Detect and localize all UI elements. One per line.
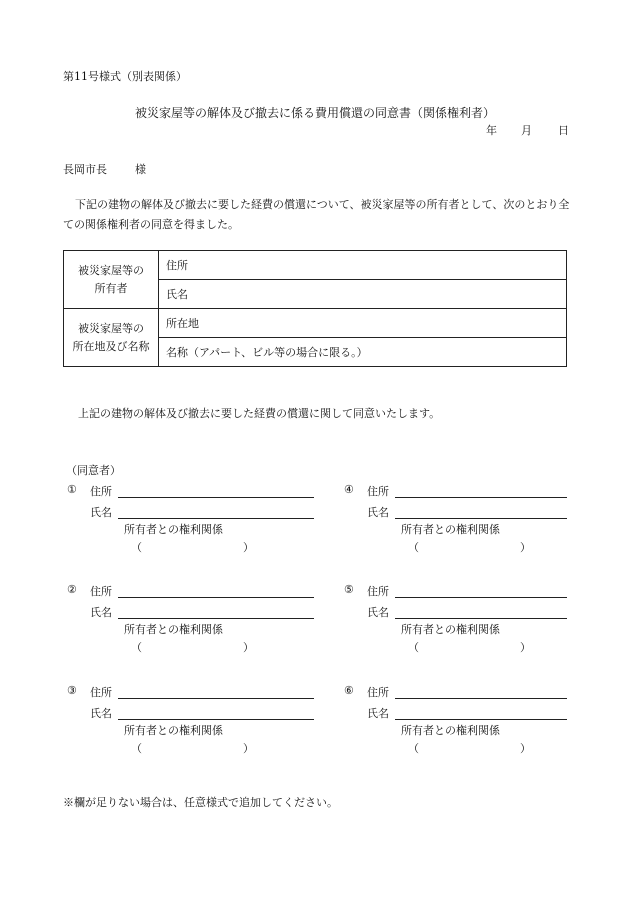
consenter-address-line[interactable] bbox=[118, 698, 314, 699]
consenter-name-line[interactable] bbox=[118, 618, 314, 619]
consenter-name-line[interactable] bbox=[118, 719, 314, 720]
consenter-name-line[interactable] bbox=[395, 518, 567, 519]
consenter-relation-open: （ bbox=[131, 541, 142, 554]
consenter-relation-open: （ bbox=[408, 541, 419, 554]
property-location-field[interactable] bbox=[159, 309, 567, 338]
consenter-name-label: 氏名 bbox=[367, 606, 389, 619]
consenter-address-line[interactable] bbox=[395, 497, 567, 498]
consenter-relation-label: 所有者との権利関係 bbox=[124, 724, 223, 737]
date-year: 年 bbox=[486, 124, 497, 137]
consenter-relation-close: ） bbox=[520, 641, 531, 654]
date-month: 月 bbox=[521, 124, 532, 137]
consenter-slot-2 bbox=[67, 583, 297, 663]
consenter-slot-1 bbox=[67, 483, 297, 563]
owner-header-line2: 所有者 bbox=[94, 281, 128, 295]
property-info-table bbox=[63, 250, 567, 367]
consenter-number: ② bbox=[67, 583, 77, 596]
consenter-address-line[interactable] bbox=[395, 597, 567, 598]
document-title: 被災家屋等の解体及び撤去に係る費用償還の同意書（関係権利者） bbox=[134, 106, 495, 120]
consenter-name-line[interactable] bbox=[395, 618, 567, 619]
owner-name-field[interactable] bbox=[159, 280, 567, 309]
consenter-relation-open: （ bbox=[131, 641, 142, 654]
consenter-name-label: 氏名 bbox=[90, 707, 112, 720]
consenter-relation-close: ） bbox=[520, 742, 531, 755]
consenter-address-label: 住所 bbox=[90, 485, 112, 498]
consenter-slot-6 bbox=[344, 684, 574, 764]
consenter-relation-open: （ bbox=[131, 742, 142, 755]
consenter-relation-label: 所有者との権利関係 bbox=[401, 523, 500, 536]
property-header-cell bbox=[64, 309, 159, 367]
consenter-name-label: 氏名 bbox=[90, 506, 112, 519]
consenter-number: ⑤ bbox=[344, 583, 354, 596]
owner-address-field[interactable] bbox=[159, 251, 567, 280]
consenter-relation-close: ） bbox=[520, 541, 531, 554]
property-header-line1: 被災家屋等の bbox=[78, 321, 144, 335]
building-name-field[interactable] bbox=[159, 338, 567, 367]
owner-header-cell bbox=[64, 251, 159, 309]
form-number: 第11号様式（別表関係） bbox=[63, 70, 187, 83]
consenter-address-label: 住所 bbox=[367, 686, 389, 699]
consenter-slot-4 bbox=[344, 483, 574, 563]
consenter-number: ① bbox=[67, 483, 77, 496]
consenter-relation-label: 所有者との権利関係 bbox=[401, 724, 500, 737]
consenter-number: ⑥ bbox=[344, 684, 354, 697]
table-row bbox=[64, 251, 567, 280]
consenter-address-label: 住所 bbox=[367, 585, 389, 598]
consenter-name-label: 氏名 bbox=[90, 606, 112, 619]
consenter-relation-label: 所有者との権利関係 bbox=[124, 523, 223, 536]
consenters-label: （同意者） bbox=[66, 464, 121, 477]
consenter-relation-close: ） bbox=[243, 541, 254, 554]
table-row bbox=[64, 309, 567, 338]
consenter-relation-close: ） bbox=[243, 742, 254, 755]
intro-paragraph: 下記の建物の解体及び撤去に要した経費の償還について、被災家屋等の所有者として、次のとおり全ての関係権利者の同意を得ました。 bbox=[63, 198, 570, 231]
consent-statement: 上記の建物の解体及び撤去に要した経費の償還に関して同意いたします。 bbox=[78, 407, 441, 420]
date-day: 日 bbox=[558, 124, 569, 137]
consenter-address-line[interactable] bbox=[118, 597, 314, 598]
consenter-relation-label: 所有者との権利関係 bbox=[401, 623, 500, 636]
date-line bbox=[486, 122, 576, 136]
consenter-name-line[interactable] bbox=[395, 719, 567, 720]
property-location-label: 所在地 bbox=[166, 317, 199, 330]
consenter-name-line[interactable] bbox=[118, 518, 314, 519]
property-header-line2: 所在地及び名称 bbox=[72, 339, 150, 353]
consenter-number: ④ bbox=[344, 483, 354, 496]
footnote: ※欄が足りない場合は、任意様式で追加してください。 bbox=[63, 796, 338, 809]
consenter-address-label: 住所 bbox=[90, 585, 112, 598]
consenter-address-label: 住所 bbox=[90, 686, 112, 699]
consenter-name-label: 氏名 bbox=[367, 707, 389, 720]
consenter-relation-open: （ bbox=[408, 742, 419, 755]
building-name-label: 名称（アパート、ビル等の場合に限る。） bbox=[166, 346, 368, 359]
consenter-address-line[interactable] bbox=[395, 698, 567, 699]
consenter-slot-3 bbox=[67, 684, 297, 764]
owner-header-line1: 被災家屋等の bbox=[78, 263, 144, 277]
consenter-address-line[interactable] bbox=[118, 497, 314, 498]
consenter-name-label: 氏名 bbox=[367, 506, 389, 519]
consenter-relation-close: ） bbox=[243, 641, 254, 654]
consenter-number: ③ bbox=[67, 684, 77, 697]
addressee bbox=[63, 161, 146, 177]
consenter-relation-label: 所有者との権利関係 bbox=[124, 623, 223, 636]
consenter-slot-5 bbox=[344, 583, 574, 663]
addressee-honorific: 様 bbox=[135, 163, 146, 176]
owner-name-label: 氏名 bbox=[166, 288, 188, 301]
consenter-relation-open: （ bbox=[408, 641, 419, 654]
owner-address-label: 住所 bbox=[166, 259, 188, 272]
addressee-name: 長岡市長 bbox=[63, 163, 107, 176]
consenter-address-label: 住所 bbox=[367, 485, 389, 498]
